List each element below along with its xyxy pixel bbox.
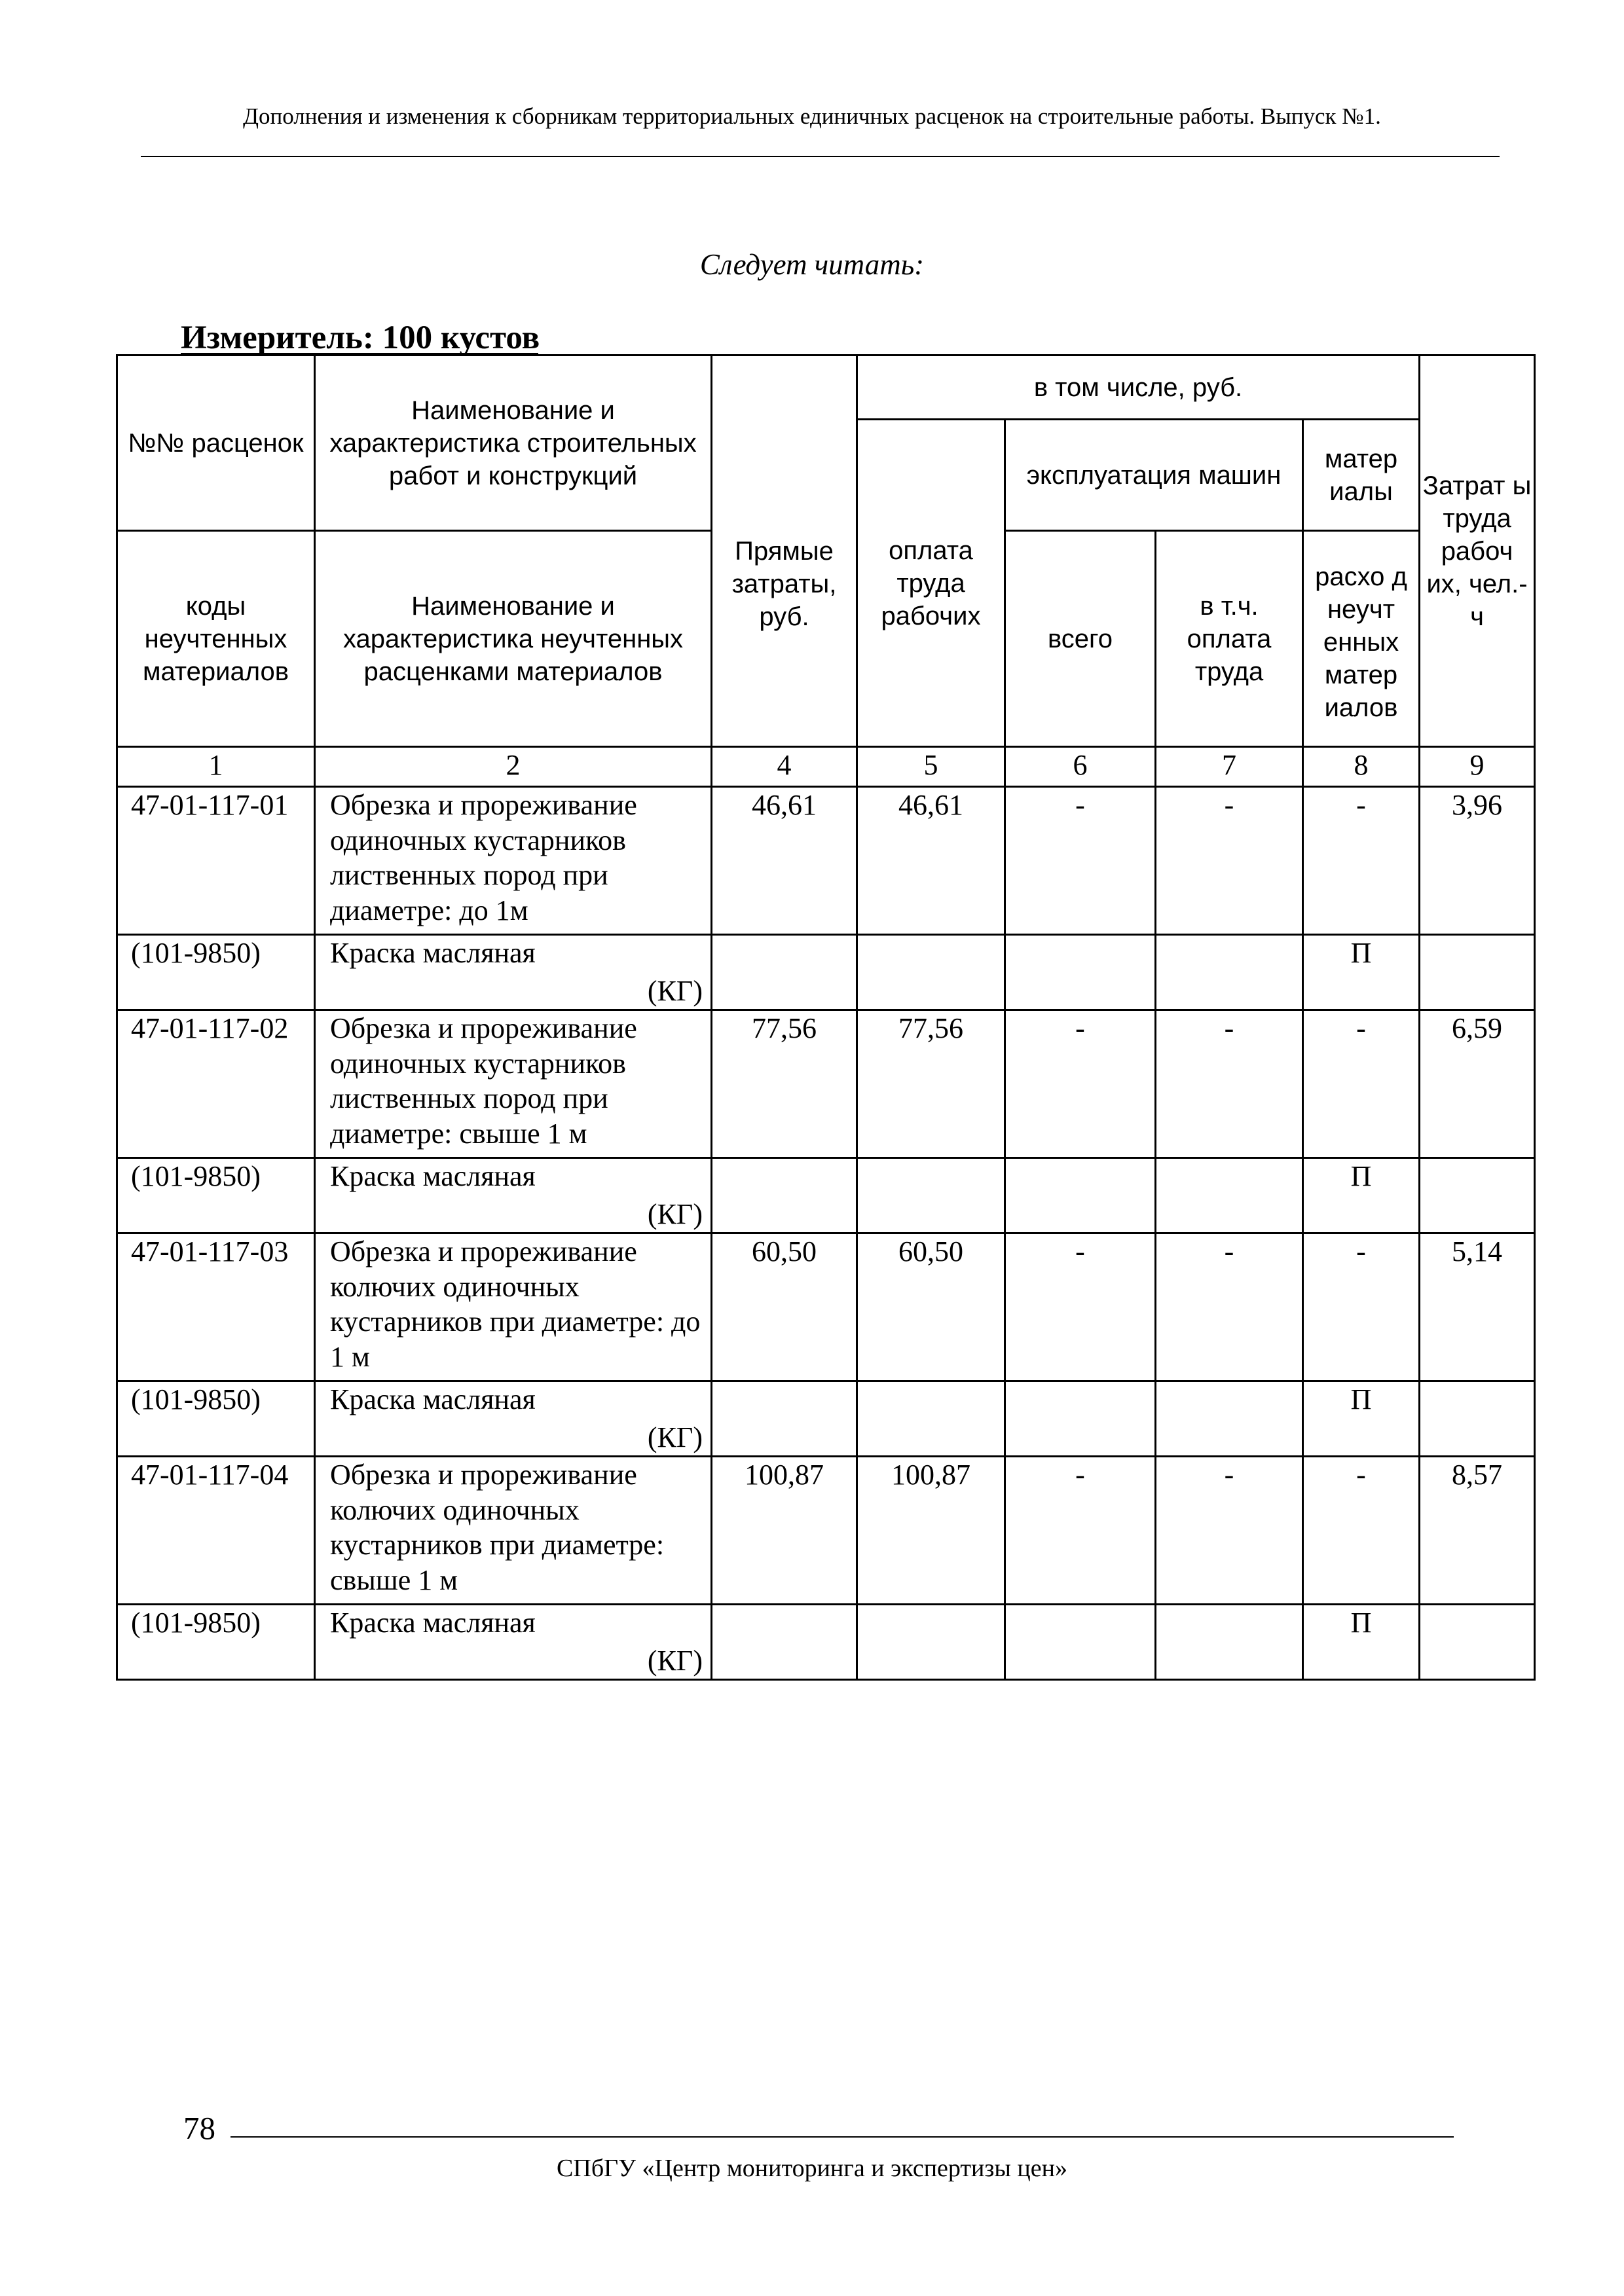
empty-cell	[1420, 1158, 1535, 1233]
header-machine-operation: эксплуатация машин	[1005, 420, 1303, 531]
column-number: 5	[857, 747, 1005, 787]
material-name-cell	[315, 1605, 712, 1680]
empty-cell	[1420, 1605, 1535, 1680]
footer-organization: СПбГУ «Центр мониторинга и экспертизы цен»	[557, 2155, 1067, 2182]
materials: -	[1303, 787, 1420, 935]
materials: -	[1303, 1233, 1420, 1381]
worker-pay: 77,56	[857, 1010, 1005, 1158]
column-number: 6	[1005, 747, 1156, 787]
material-name: Краска масляная	[330, 1607, 536, 1639]
header-machine-pay: в т.ч. оплата труда	[1156, 531, 1303, 747]
empty-cell	[1420, 935, 1535, 1010]
labor-costs: 3,96	[1420, 787, 1535, 935]
header-including: в том числе, руб.	[857, 355, 1420, 420]
empty-cell	[1420, 1381, 1535, 1457]
empty-cell	[1005, 1605, 1156, 1680]
empty-cell	[712, 1381, 857, 1457]
empty-cell	[857, 935, 1005, 1010]
header-material-consumption: расхо д неучт енных матер иалов	[1303, 531, 1420, 747]
table-row	[117, 787, 1535, 935]
material-unit: (КГ)	[647, 1421, 703, 1454]
material-consumption: П	[1303, 1605, 1420, 1680]
material-unit: (КГ)	[647, 1198, 703, 1231]
materials: -	[1303, 1010, 1420, 1158]
material-code: (101-9850)	[117, 1381, 315, 1457]
material-name-cell	[315, 1158, 712, 1233]
machine-total: -	[1005, 1010, 1156, 1158]
work-name: Обрезка и прореживание колючих одиночных кустарников при диаметре: свыше 1 м	[315, 1457, 712, 1605]
header-direct-costs: Прямые затраты, руб.	[712, 355, 857, 747]
column-number: 8	[1303, 747, 1420, 787]
material-consumption: П	[1303, 1381, 1420, 1457]
footer-rule	[231, 2136, 1454, 2138]
table-row	[117, 1010, 1535, 1158]
empty-cell	[1005, 1381, 1156, 1457]
section-subtitle: Следует читать:	[699, 248, 925, 281]
direct-costs: 46,61	[712, 787, 857, 935]
machine-pay: -	[1156, 1010, 1303, 1158]
rate-code: 47-01-117-02	[117, 1010, 315, 1158]
material-code: (101-9850)	[117, 935, 315, 1010]
material-name-cell	[315, 935, 712, 1010]
labor-costs: 6,59	[1420, 1010, 1535, 1158]
column-number: 2	[315, 747, 712, 787]
material-name: Краска масляная	[330, 937, 536, 969]
material-code: (101-9850)	[117, 1158, 315, 1233]
machine-pay: -	[1156, 787, 1303, 935]
column-numbers-row	[117, 747, 1535, 787]
header-work-name: Наименование и характеристика строительных работ и конструкций	[315, 355, 712, 531]
empty-cell	[1156, 1381, 1303, 1457]
empty-cell	[712, 1158, 857, 1233]
empty-cell	[1156, 935, 1303, 1010]
labor-costs: 8,57	[1420, 1457, 1535, 1605]
empty-cell	[1156, 1158, 1303, 1233]
material-row	[117, 1381, 1535, 1457]
machine-pay: -	[1156, 1457, 1303, 1605]
material-consumption: П	[1303, 1158, 1420, 1233]
empty-cell	[712, 935, 857, 1010]
column-number: 9	[1420, 747, 1535, 787]
work-name: Обрезка и прореживание колючих одиночных кустарников при диаметре: до 1 м	[315, 1233, 712, 1381]
empty-cell	[857, 1381, 1005, 1457]
empty-cell	[857, 1605, 1005, 1680]
rate-code: 47-01-117-01	[117, 787, 315, 935]
materials: -	[1303, 1457, 1420, 1605]
column-number: 1	[117, 747, 315, 787]
empty-cell	[1156, 1605, 1303, 1680]
direct-costs: 100,87	[712, 1457, 857, 1605]
running-header: Дополнения и изменения к сборникам территориальных единичных расценок на строительные работы. Выпуск №1.	[243, 103, 1381, 129]
work-name: Обрезка и прореживание одиночных кустарников лиственных пород при диаметре: до 1м	[315, 787, 712, 935]
machine-total: -	[1005, 1233, 1156, 1381]
empty-cell	[712, 1605, 857, 1680]
column-number: 4	[712, 747, 857, 787]
direct-costs: 77,56	[712, 1010, 857, 1158]
rate-code: 47-01-117-04	[117, 1457, 315, 1605]
direct-costs: 60,50	[712, 1233, 857, 1381]
page-number: 78	[183, 2110, 215, 2146]
empty-cell	[1005, 935, 1156, 1010]
machine-pay: -	[1156, 1233, 1303, 1381]
material-row	[117, 1158, 1535, 1233]
header-labor-costs: Затрат ы труда рабоч их, чел.-ч	[1420, 355, 1535, 747]
material-unit: (КГ)	[647, 975, 703, 1008]
work-name: Обрезка и прореживание одиночных кустарников лиственных пород при диаметре: свыше 1 м	[315, 1010, 712, 1158]
machine-total: -	[1005, 1457, 1156, 1605]
labor-costs: 5,14	[1420, 1233, 1535, 1381]
rate-code: 47-01-117-03	[117, 1233, 315, 1381]
header-material-codes: коды неучтенных материалов	[117, 531, 315, 747]
measure-unit-title: Измеритель: 100 кустов	[181, 319, 540, 356]
table-row	[117, 1457, 1535, 1605]
worker-pay: 100,87	[857, 1457, 1005, 1605]
material-name: Краска масляная	[330, 1383, 536, 1415]
machine-total: -	[1005, 787, 1156, 935]
header-machine-total: всего	[1005, 531, 1156, 747]
empty-cell	[857, 1158, 1005, 1233]
rates-table	[116, 354, 1536, 1681]
material-name-cell	[315, 1381, 712, 1457]
material-row	[117, 935, 1535, 1010]
column-number: 7	[1156, 747, 1303, 787]
header-material-name: Наименование и характеристика неучтенных расценками материалов	[315, 531, 712, 747]
empty-cell	[1005, 1158, 1156, 1233]
header-rate-number: №№ расценок	[117, 355, 315, 531]
table-row	[117, 1233, 1535, 1381]
worker-pay: 60,50	[857, 1233, 1005, 1381]
worker-pay: 46,61	[857, 787, 1005, 935]
header-worker-pay: оплата труда рабочих	[857, 420, 1005, 747]
material-row	[117, 1605, 1535, 1680]
material-name: Краска масляная	[330, 1160, 536, 1192]
header-materials: матер иалы	[1303, 420, 1420, 531]
material-consumption: П	[1303, 935, 1420, 1010]
header-rule	[141, 156, 1500, 157]
material-code: (101-9850)	[117, 1605, 315, 1680]
material-unit: (КГ)	[647, 1645, 703, 1677]
